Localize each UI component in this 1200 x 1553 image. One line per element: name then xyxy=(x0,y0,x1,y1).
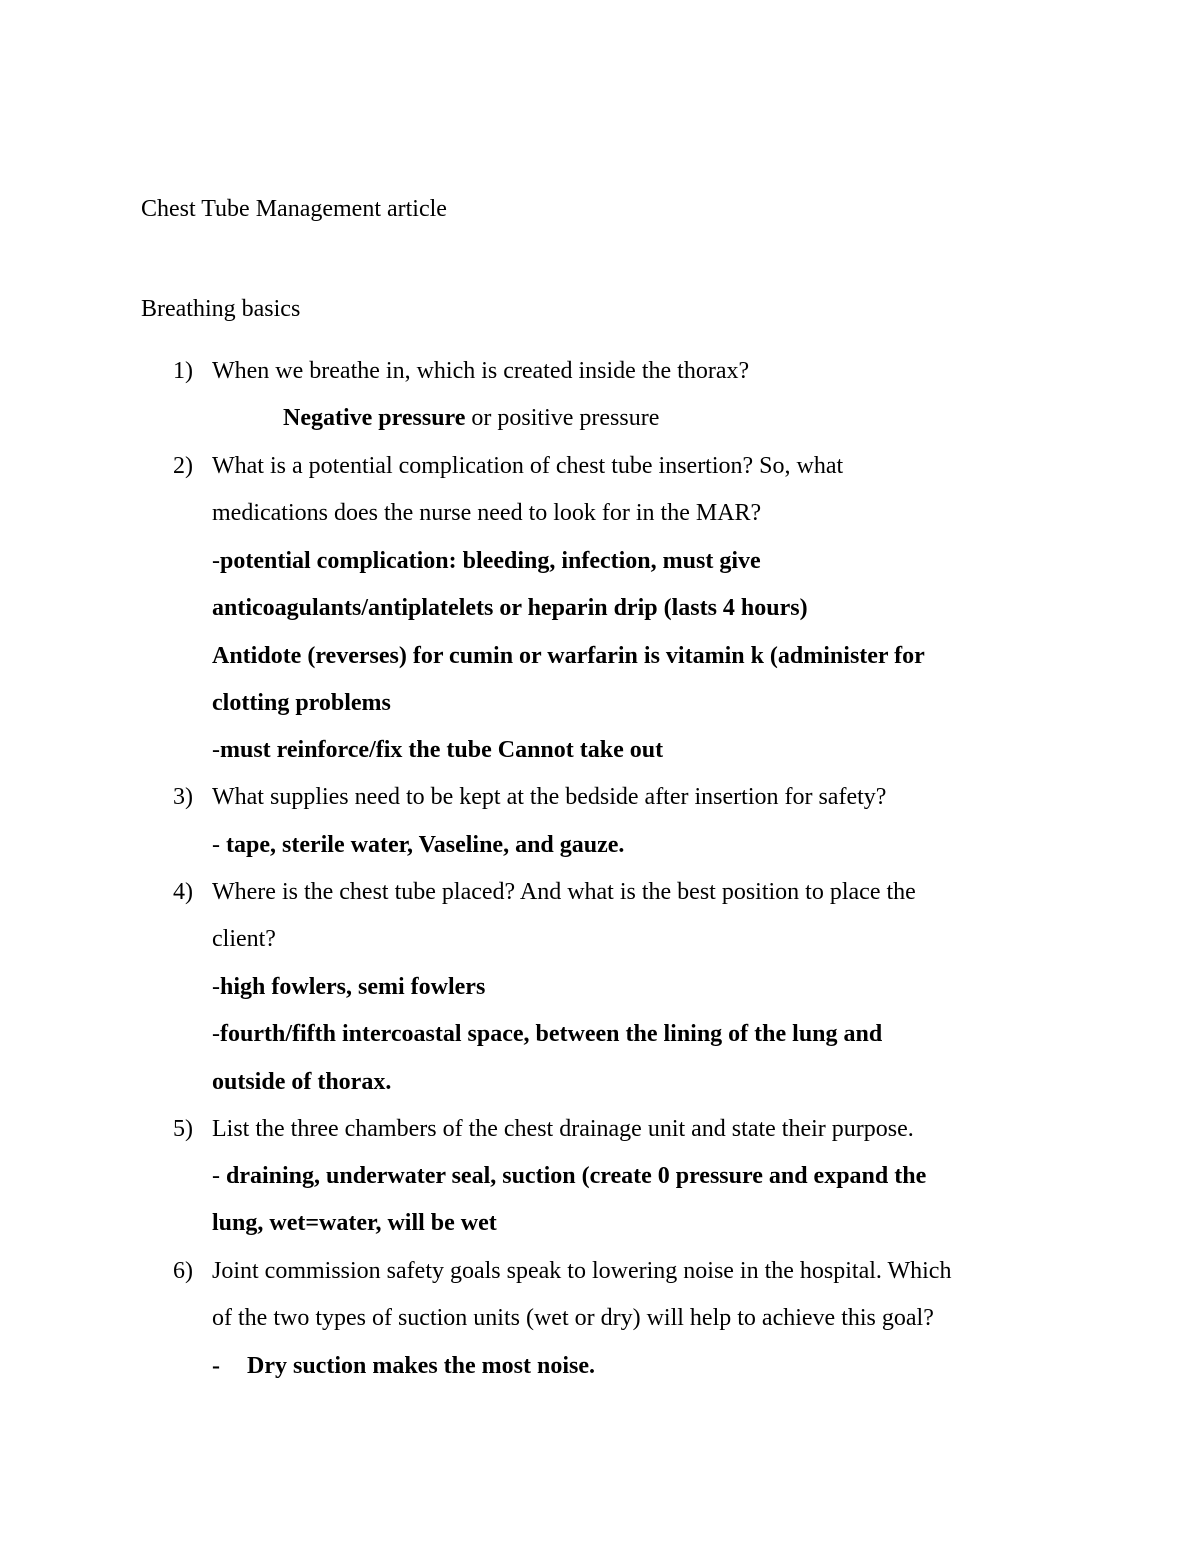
question-number: 2) xyxy=(173,453,193,479)
question-text: client? xyxy=(212,926,276,952)
question-text: Joint commission safety goals speak to lowering noise in the hospital. Which xyxy=(212,1258,952,1284)
question-number: 6) xyxy=(173,1258,193,1284)
question-text: What supplies need to be kept at the bedside after insertion for safety? xyxy=(212,784,887,810)
answer-text: anticoagulants/antiplatelets or heparin drip (lasts 4 hours) xyxy=(212,595,808,621)
section-heading: Breathing basics xyxy=(141,296,301,322)
answer-text: lung, wet=water, will be wet xyxy=(212,1210,497,1236)
answer-bold: draining, underwater seal, suction (create 0 pressure and expand the xyxy=(226,1163,927,1189)
question-text: of the two types of suction units (wet or dry) will help to achieve this goal? xyxy=(212,1305,934,1331)
answer-text: Antidote (reverses) for cumin or warfarin is vitamin k (administer for xyxy=(212,643,925,669)
document-title: Chest Tube Management article xyxy=(141,196,447,222)
question-text: What is a potential complication of chest tube insertion? So, what xyxy=(212,453,844,479)
answer-bold: Negative pressure xyxy=(283,405,466,431)
answer-text xyxy=(212,1161,926,1191)
question-text: When we breathe in, which is created inside the thorax? xyxy=(212,358,750,384)
answer-text xyxy=(212,972,485,1002)
answer-text: Dry suction makes the most noise. xyxy=(247,1353,595,1379)
answer-bold: tape, sterile water, Vaseline, and gauze. xyxy=(226,832,625,858)
answer-text xyxy=(212,1019,882,1049)
answer-text: clotting problems xyxy=(212,690,391,716)
answer-text xyxy=(283,403,659,433)
answer-bold: potential complication: bleeding, infection, must give xyxy=(220,548,761,574)
answer-dash: - xyxy=(212,548,220,574)
question-text: medications does the nurse need to look for in the MAR? xyxy=(212,500,762,526)
question-number: 3) xyxy=(173,784,193,810)
answer-dash: - xyxy=(212,1021,220,1047)
answer-rest: or positive pressure xyxy=(465,405,660,431)
answer-bold: must reinforce/fix the tube Cannot take out xyxy=(220,737,664,763)
answer-text xyxy=(212,546,761,576)
answer-text xyxy=(212,735,663,765)
answer-bold: fourth/fifth intercoastal space, between the lining of the lung and xyxy=(220,1021,883,1047)
answer-dash: - xyxy=(212,974,220,1000)
answer-dash: - xyxy=(212,737,220,763)
question-number: 4) xyxy=(173,879,193,905)
question-number: 1) xyxy=(173,358,193,384)
answer-bold: high fowlers, semi fowlers xyxy=(220,974,486,1000)
question-number: 5) xyxy=(173,1116,193,1142)
question-text: List the three chambers of the chest drainage unit and state their purpose. xyxy=(212,1116,914,1142)
question-text: Where is the chest tube placed? And what is the best position to place the xyxy=(212,879,916,905)
answer-text xyxy=(212,830,624,860)
answer-dash: - xyxy=(212,1163,226,1189)
list-bullet-dash: - xyxy=(212,1353,220,1379)
answer-text: outside of thorax. xyxy=(212,1069,392,1095)
answer-dash: - xyxy=(212,832,226,858)
